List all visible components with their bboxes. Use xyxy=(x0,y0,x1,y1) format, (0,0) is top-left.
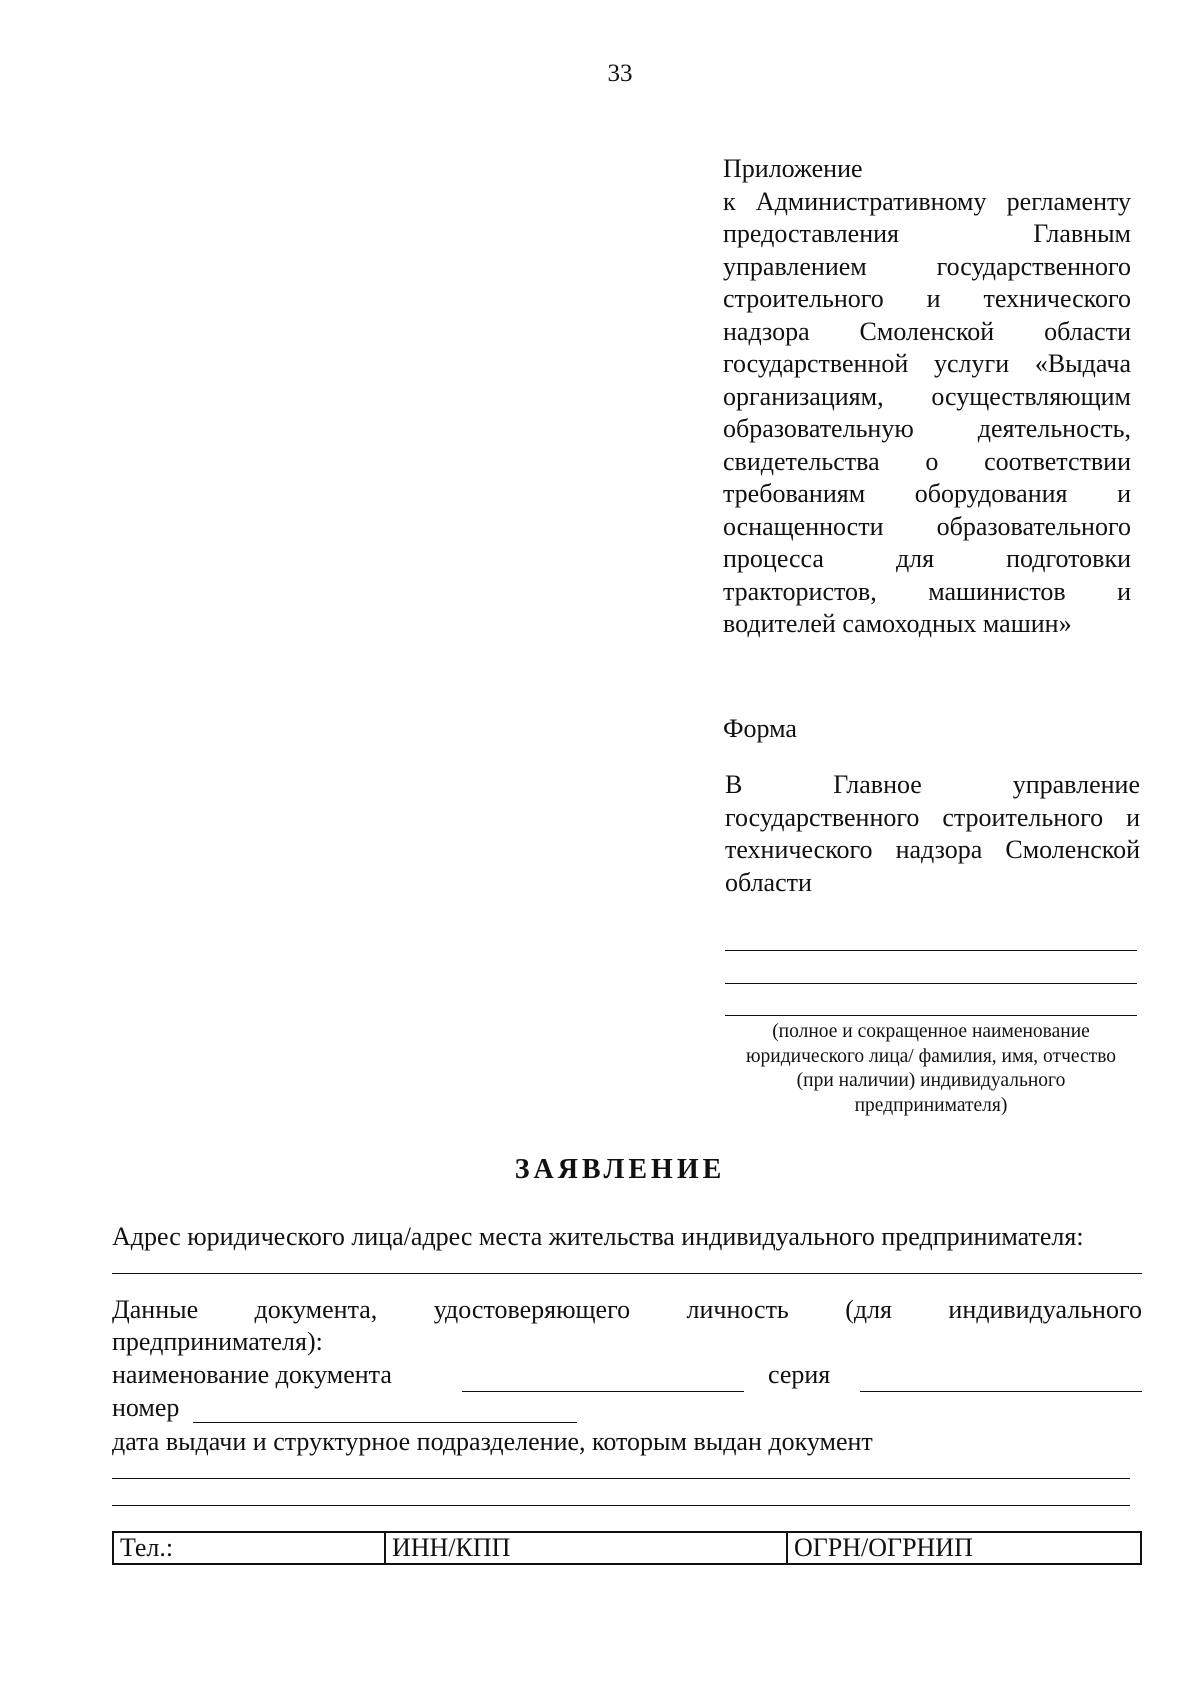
document-name-field-line[interactable] xyxy=(462,1391,744,1392)
id-document-intro xyxy=(112,1295,1142,1325)
document-heading: ЗАЯВЛЕНИЕ xyxy=(514,1154,726,1185)
issue-info-field-line-1[interactable] xyxy=(112,1478,1130,1479)
addressee-block: В Главное управление государственного строительного и технического надзора Смоленской области xyxy=(725,770,1140,897)
address-label: Адрес юридического лица/адрес места жительства индивидуального предпринимателя: xyxy=(112,1222,1084,1251)
form-label: Форма xyxy=(723,714,797,743)
appendix-block xyxy=(723,153,1131,641)
intro-word: индивидуального xyxy=(948,1295,1142,1324)
page-number: 33 xyxy=(607,60,633,87)
applicant-name-line-1[interactable] xyxy=(725,950,1137,951)
applicant-name-caption: (полное и сокращенное наименование юридического лица/ фамилия, имя, отчество (при наличии) индивидуального предпринимателя) xyxy=(745,1021,1117,1116)
issue-info-field-line-2[interactable] xyxy=(112,1505,1130,1506)
document-number-label: номер xyxy=(112,1393,180,1422)
applicant-name-line-2[interactable] xyxy=(725,983,1137,984)
contact-table xyxy=(112,1531,1142,1565)
applicant-name-line-3[interactable] xyxy=(725,1015,1137,1016)
document-series-label: серия xyxy=(768,1360,831,1389)
intro-word: личность xyxy=(686,1295,789,1324)
ogrn-cell[interactable]: ОГРН/ОГРНИП xyxy=(794,1533,973,1562)
intro-word: документа, xyxy=(254,1295,378,1324)
document-name-label: наименование документа xyxy=(112,1360,392,1389)
address-field-line[interactable] xyxy=(112,1273,1142,1274)
appendix-title: Приложение xyxy=(723,154,863,183)
document-number-field-line[interactable] xyxy=(193,1422,577,1423)
appendix-body: к Административному регламенту предоставления Главным управлением государственного строительного и технического надзора Смоленской области государственной услуги «Выдача организациям, осуществляющим образовательную деятельность, свидетельства о соответствии требованиям оборудования и оснащенности образовательного процесса для подготовки трактористов, машинистов и водителей самоходных машин» xyxy=(723,186,1131,638)
intro-word: удостоверяющего xyxy=(433,1295,631,1324)
phone-cell[interactable]: Тел.: xyxy=(114,1533,386,1563)
issue-info-label: дата выдачи и структурное подразделение, которым выдан документ xyxy=(112,1427,873,1456)
intro-word: (для xyxy=(845,1295,893,1324)
document-series-field-line[interactable] xyxy=(860,1391,1142,1392)
intro-word: Данные xyxy=(112,1295,199,1324)
inn-kpp-cell[interactable]: ИНН/КПП xyxy=(386,1533,788,1563)
id-document-intro-line2: предпринимателя): xyxy=(112,1327,323,1356)
